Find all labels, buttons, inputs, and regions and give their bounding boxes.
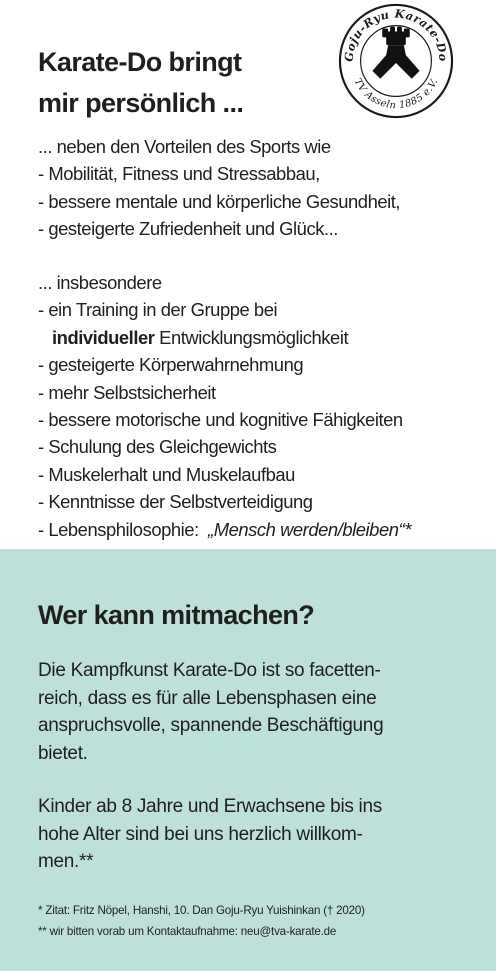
- philosophy-prefix: - Lebensphilosophie:: [38, 518, 209, 540]
- list-item: - Mobilität, Fitness und Stressabbau,: [38, 163, 320, 185]
- paragraph-line: Kinder ab 8 Jahre und Erwachsene bis ins: [38, 796, 382, 817]
- list-item-philosophy: [38, 516, 411, 543]
- footnote-contact: ** wir bitten vorab um Kontaktaufnahme: neu@tva-karate.de: [38, 925, 337, 938]
- paragraph-line: Die Kampfkunst Karate-Do ist so facetten-: [38, 660, 381, 681]
- who-paragraph-2: [38, 793, 468, 876]
- special-benefits-list: [38, 269, 411, 543]
- list-item-training-continued: [38, 324, 411, 351]
- club-logo: [337, 2, 455, 120]
- paragraph-line: bietet.: [38, 742, 88, 764]
- list-item: - bessere motorische und kognitive Fähigkeiten: [38, 408, 403, 430]
- special-benefits-intro: ... insbesondere: [38, 272, 162, 293]
- list-item: - mehr Selbstsicherheit: [38, 381, 216, 403]
- list-item-training: - ein Training in der Gruppe bei: [38, 299, 278, 321]
- emphasis-individual: individueller: [52, 326, 155, 348]
- list-item: - Kenntnisse der Selbstverteidigung: [38, 491, 313, 513]
- title-line-1: Karate-Do bringt: [38, 47, 242, 77]
- footnote-quote-source: * Zitat: Fritz Nöpel, Hanshi, 10. Dan Goju-Ryu Yuishinkan († 2020): [38, 904, 365, 917]
- page-title: [38, 42, 243, 124]
- paragraph-line: anspruchsvolle, spannende Beschäftigung: [38, 715, 384, 736]
- list-item: - Muskelerhalt und Muskelaufbau: [38, 463, 295, 485]
- paragraph-line: men.**: [38, 851, 94, 872]
- list-item: - gesteigerte Körperwahrnehmung: [38, 354, 304, 376]
- general-benefits-list: [38, 133, 400, 243]
- list-item: - bessere mentale und körperliche Gesundheit,: [38, 190, 401, 212]
- logo-arc-top: Goju-Ryu Karate-Do: [341, 6, 451, 63]
- who-can-join-heading: Wer kann mitmachen?: [38, 600, 315, 630]
- list-item: - Schulung des Gleichgewichts: [38, 436, 277, 458]
- paragraph-line: hohe Alter sind bei uns herzlich willkom-: [38, 823, 363, 845]
- logo-arc-bottom: TV Asseln 1885 e.V.: [351, 76, 441, 112]
- who-paragraph-1: [38, 657, 468, 767]
- training-rest: Entwicklungsmöglichkeit: [154, 326, 349, 348]
- list-item: - gesteigerte Zufriedenheit und Glück...: [38, 218, 338, 240]
- paragraph-line: reich, dass es für alle Lebensphasen eine: [38, 687, 377, 709]
- general-benefits-intro: ... neben den Vorteilen des Sports wie: [38, 136, 331, 157]
- title-line-2: mir persönlich ...: [38, 88, 244, 118]
- philosophy-quote: „Mensch werden/bleiben“*: [208, 518, 411, 540]
